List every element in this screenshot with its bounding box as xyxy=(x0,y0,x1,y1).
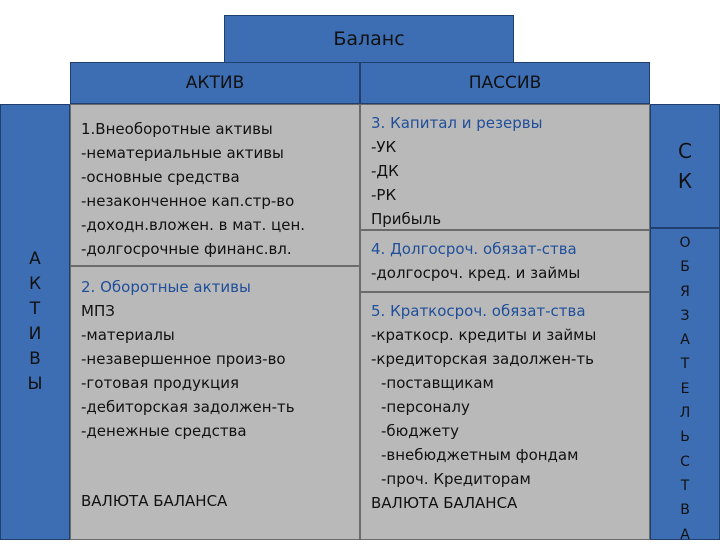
vertical-letter: И xyxy=(28,324,42,344)
balance-total: ВАЛЮТА БАЛАНСА xyxy=(371,494,518,512)
vertical-letter: К xyxy=(677,169,693,193)
vertical-letter: А xyxy=(29,249,41,269)
liability-section-longterm xyxy=(360,230,650,292)
liability-section-shortterm xyxy=(360,292,650,540)
vertical-letter: Т xyxy=(29,299,41,319)
liabilities-vertical-label xyxy=(650,228,720,543)
vertical-letter: Я xyxy=(680,283,690,300)
vertical-letter: Е xyxy=(680,380,690,397)
section-item: Прибыль xyxy=(371,210,442,228)
vertical-letter: Т xyxy=(680,356,690,373)
vertical-letter: Т xyxy=(680,477,690,494)
section-heading: 4. Долгосроч. обязат-ства xyxy=(371,240,577,258)
section-item: -денежные средства xyxy=(81,422,247,440)
section-item: -долгосроч. кред. и займы xyxy=(371,264,581,282)
equity-vertical-label xyxy=(650,104,720,228)
vertical-letter: А xyxy=(680,526,690,543)
asset-section-current xyxy=(70,266,360,540)
asset-header xyxy=(70,62,360,104)
vertical-letter: В xyxy=(29,349,41,369)
section-item: -долгосрочные финанс.вл. xyxy=(81,240,292,258)
liability-header xyxy=(360,62,650,104)
vertical-letter: А xyxy=(680,332,690,349)
asset-section-noncurrent xyxy=(70,104,360,266)
vertical-letter: З xyxy=(680,307,690,324)
vertical-letter: О xyxy=(679,235,691,251)
vertical-letter: Ы xyxy=(27,374,43,394)
section-subitem: -персоналу xyxy=(381,398,470,416)
section-item: -доходн.вложен. в мат. цен. xyxy=(81,216,306,234)
balance-total: ВАЛЮТА БАЛАНСА xyxy=(81,492,228,510)
section-heading: 1.Внеоборотные активы xyxy=(81,120,273,138)
section-item: -дебиторская задолжен-ть xyxy=(81,398,295,416)
liability-header-text: ПАССИВ xyxy=(468,73,542,93)
section-item: -основные средства xyxy=(81,168,240,186)
section-item: -незаконченное кап.стр-во xyxy=(81,192,295,210)
section-item: -ДК xyxy=(371,162,399,180)
section-heading: 2. Оборотные активы xyxy=(81,278,251,296)
section-item: -кредиторская задолжен-ть xyxy=(371,350,594,368)
section-item: -УК xyxy=(371,138,397,156)
section-heading: 3. Капитал и резервы xyxy=(371,114,543,132)
section-subitem: -внебюджетным фондам xyxy=(381,446,579,464)
vertical-letter: В xyxy=(680,502,690,519)
vertical-letter: Л xyxy=(679,405,691,422)
section-item: МПЗ xyxy=(81,302,115,320)
section-subitem: -бюджету xyxy=(381,422,460,440)
section-item: -готовая продукция xyxy=(81,374,240,392)
section-subitem: -поставщикам xyxy=(381,374,494,392)
asset-header-text: АКТИВ xyxy=(185,73,245,93)
section-subitem: -проч. Кредиторам xyxy=(381,470,531,488)
section-item: -РК xyxy=(371,186,397,204)
balance-title-text: Баланс xyxy=(333,28,405,50)
vertical-letter: С xyxy=(678,139,692,163)
vertical-letter: Ь xyxy=(680,429,690,446)
section-item: -нематериальные активы xyxy=(81,144,284,162)
section-item: -краткоср. кредиты и займы xyxy=(371,326,597,344)
section-heading: 5. Краткосроч. обязат-ства xyxy=(371,302,586,320)
liability-section-capital xyxy=(360,104,650,230)
vertical-letter: С xyxy=(680,453,690,470)
vertical-letter: Б xyxy=(680,259,690,276)
assets-vertical-label xyxy=(0,104,70,540)
vertical-letter: К xyxy=(28,274,42,294)
balance-title xyxy=(224,15,514,63)
section-item: -незавершенное произ-во xyxy=(81,350,286,368)
section-item: -материалы xyxy=(81,326,175,344)
